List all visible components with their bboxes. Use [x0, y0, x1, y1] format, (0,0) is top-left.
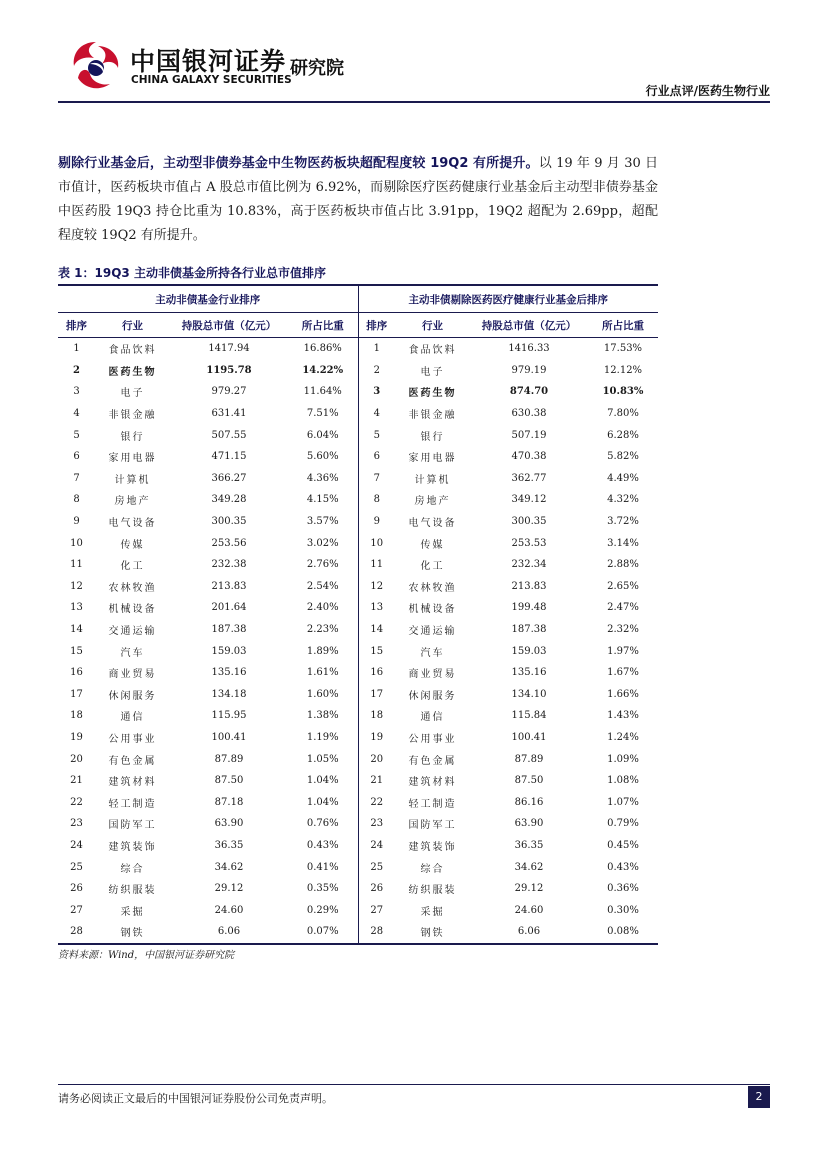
paragraph-text: 以 19 年 9 月 30 日市值计，医药板块市值占 A 股总市值比例为 6.92%，而剔除医疗医药健康行业基金后主动型非债券基金中医药股 19Q3 持仓比重为 10.83%，高于医药板块市值占比 3.91pp，19Q2 超配为 2.69pp，超配程度较 19Q2 有所提升。	[58, 156, 658, 243]
right-share-cell: 1.24%	[607, 731, 639, 743]
left-value-cell: 300.35	[211, 516, 247, 528]
table-row	[58, 381, 658, 403]
left-rank-cell: 9	[73, 516, 80, 528]
left-share-cell: 0.41%	[306, 861, 339, 873]
right-value-cell: 979.19	[511, 364, 547, 376]
left-value-cell: 201.64	[211, 602, 247, 614]
right-value-cell: 232.34	[511, 559, 547, 571]
left-share-cell: 14.22%	[302, 364, 344, 376]
right-value-cell: 300.35	[511, 516, 547, 528]
right-rank-cell: 16	[358, 662, 395, 684]
left-share-cell: 2.76%	[306, 559, 339, 571]
left-share-cell: 1.05%	[306, 753, 339, 765]
left-value-cell: 631.41	[211, 408, 247, 420]
table-row	[58, 597, 658, 619]
left-rank-cell: 15	[70, 645, 83, 657]
left-share-cell: 16.86%	[303, 343, 342, 355]
right-share-cell: 1.08%	[607, 775, 639, 787]
right-share-cell: 1.09%	[607, 753, 639, 765]
left-industry-cell: 采掘	[120, 906, 145, 918]
brand-name-en: CHINA GALAXY SECURITIES	[131, 74, 292, 86]
right-industry-cell: 公用事业	[408, 733, 457, 745]
right-industry-cell: 商业贸易	[408, 669, 457, 681]
left-share-cell: 6.04%	[306, 429, 339, 441]
right-rank-cell: 22	[358, 791, 395, 813]
left-value-cell: 471.15	[211, 451, 247, 463]
right-rank-cell: 24	[358, 835, 395, 857]
column-header-industry: 行业	[395, 313, 470, 338]
left-value-cell: 87.50	[214, 775, 244, 787]
column-header-share: 所占比重	[588, 313, 658, 338]
left-share-cell: 0.76%	[306, 818, 339, 830]
column-header-value: 持股总市值（亿元）	[470, 313, 588, 338]
right-industry-cell: 家用电器	[408, 453, 457, 465]
right-industry-cell: 食品饮料	[408, 345, 457, 357]
right-industry-cell: 非银金融	[408, 410, 457, 422]
right-rank-cell: 23	[358, 813, 395, 835]
right-rank-cell: 4	[358, 403, 395, 425]
right-industry-cell: 轻工制造	[408, 798, 457, 810]
column-header-share: 所占比重	[288, 313, 358, 338]
right-share-cell: 1.43%	[607, 710, 639, 722]
left-rank-cell: 5	[73, 429, 80, 441]
right-value-cell: 213.83	[511, 580, 547, 592]
left-rank-cell: 13	[70, 602, 83, 614]
left-share-cell: 4.15%	[306, 494, 339, 506]
page-header	[58, 30, 770, 102]
footer-divider	[58, 1084, 770, 1085]
right-rank-cell: 7	[358, 468, 395, 490]
left-share-cell: 2.23%	[306, 624, 339, 636]
left-value-cell: 100.41	[211, 731, 247, 743]
left-value-cell: 115.95	[211, 710, 247, 722]
right-industry-cell: 建筑装饰	[408, 841, 457, 853]
left-value-cell: 135.16	[211, 667, 247, 679]
right-rank-cell: 5	[358, 424, 395, 446]
right-share-cell: 6.28%	[607, 429, 639, 441]
left-rank-cell: 19	[70, 731, 83, 743]
right-value-cell: 362.77	[511, 472, 547, 484]
right-share-cell: 12.12%	[603, 364, 643, 376]
right-value-cell: 6.06	[470, 921, 588, 944]
table-row	[58, 684, 658, 706]
left-share-cell: 1.61%	[306, 667, 339, 679]
right-rank-cell: 27	[358, 899, 395, 921]
right-industry-cell: 农林牧渔	[408, 582, 457, 594]
body-paragraph	[58, 152, 658, 248]
right-share-cell: 10.83%	[602, 386, 644, 398]
left-value-cell: 253.56	[211, 537, 247, 549]
left-industry-cell: 传媒	[120, 539, 145, 551]
left-industry-cell: 建筑材料	[108, 777, 157, 789]
source-note: 资料来源：Wind，中国银河证券研究院	[58, 950, 235, 961]
left-industry-cell: 钢铁	[95, 921, 170, 944]
right-industry-cell: 通信	[420, 712, 445, 724]
right-rank-cell: 17	[358, 684, 395, 706]
right-industry-cell: 化工	[420, 561, 445, 573]
left-rank-cell: 25	[70, 861, 83, 873]
right-value-cell: 253.53	[511, 537, 547, 549]
right-share-cell: 4.32%	[607, 494, 639, 506]
left-value-cell: 87.18	[214, 796, 244, 808]
left-rank-cell: 23	[70, 818, 83, 830]
right-value-cell: 159.03	[511, 645, 547, 657]
right-industry-cell: 电气设备	[408, 518, 457, 530]
left-rank-cell: 22	[70, 796, 83, 808]
right-industry-cell: 房地产	[414, 496, 451, 508]
left-industry-cell: 建筑装饰	[108, 841, 157, 853]
right-value-cell: 87.50	[514, 775, 544, 787]
left-rank-cell: 11	[70, 559, 83, 571]
table-row	[58, 576, 658, 598]
left-rank-cell: 21	[70, 775, 83, 787]
left-share-cell: 0.07%	[288, 921, 358, 944]
right-rank-cell: 25	[358, 856, 395, 878]
page-number: 2	[748, 1086, 770, 1108]
left-value-cell: 366.27	[211, 472, 247, 484]
table-row	[58, 835, 658, 857]
left-value-cell: 29.12	[214, 883, 244, 895]
left-share-cell: 1.89%	[306, 645, 339, 657]
left-industry-cell: 银行	[120, 431, 145, 443]
table-row	[58, 532, 658, 554]
group-header-right: 主动非债剔除医药医疗健康行业基金后排序	[358, 285, 658, 313]
table-row	[58, 727, 658, 749]
table-row	[58, 554, 658, 576]
left-industry-cell: 农林牧渔	[108, 582, 157, 594]
right-rank-cell: 12	[358, 576, 395, 598]
right-industry-cell: 国防军工	[408, 820, 457, 832]
left-rank-cell: 27	[70, 904, 83, 916]
right-rank-cell: 10	[358, 532, 395, 554]
table-row	[58, 856, 658, 878]
left-rank-cell: 24	[70, 839, 83, 851]
left-value-cell: 63.90	[214, 818, 244, 830]
left-share-cell: 1.04%	[306, 775, 339, 787]
right-industry-cell: 计算机	[414, 474, 451, 486]
table-row	[58, 489, 658, 511]
right-value-cell: 24.60	[514, 904, 544, 916]
right-rank-cell: 14	[358, 619, 395, 641]
left-value-cell: 159.03	[211, 645, 247, 657]
table-row	[58, 899, 658, 921]
right-industry-cell: 汽车	[420, 647, 445, 659]
right-share-cell: 1.67%	[607, 667, 639, 679]
right-value-cell: 874.70	[509, 386, 549, 398]
right-share-cell: 1.07%	[607, 796, 639, 808]
column-header-industry: 行业	[95, 313, 170, 338]
right-industry-cell: 建筑材料	[408, 777, 457, 789]
left-industry-cell: 家用电器	[108, 453, 157, 465]
right-share-cell: 1.97%	[607, 645, 639, 657]
table-row	[58, 921, 658, 944]
table-row	[58, 813, 658, 835]
left-industry-cell: 化工	[120, 561, 145, 573]
industry-ranking-table	[58, 284, 658, 945]
right-industry-cell: 传媒	[420, 539, 445, 551]
right-rank-cell: 13	[358, 597, 395, 619]
left-share-cell: 2.40%	[306, 602, 339, 614]
right-value-cell: 87.89	[514, 753, 544, 765]
left-share-cell: 0.29%	[306, 904, 339, 916]
left-industry-cell: 综合	[120, 863, 145, 875]
group-header-left: 主动非债基金行业排序	[58, 285, 358, 313]
right-rank-cell: 11	[358, 554, 395, 576]
right-industry-cell: 机械设备	[408, 604, 457, 616]
left-share-cell: 7.51%	[306, 408, 339, 420]
right-value-cell: 86.16	[514, 796, 544, 808]
table-row	[58, 662, 658, 684]
right-share-cell: 0.30%	[607, 904, 639, 916]
footer-disclaimer: 请务必阅读正文最后的中国银河证券股份公司免责声明。	[58, 1092, 333, 1105]
right-rank-cell: 3	[358, 381, 395, 403]
right-rank-cell: 2	[358, 360, 395, 382]
left-share-cell: 0.35%	[306, 883, 339, 895]
left-rank-cell: 7	[73, 472, 80, 484]
table-row	[58, 791, 658, 813]
right-industry-cell: 钢铁	[395, 921, 470, 944]
left-industry-cell: 汽车	[120, 647, 145, 659]
left-value-cell: 187.38	[211, 624, 247, 636]
right-rank-cell: 21	[358, 770, 395, 792]
right-industry-cell: 银行	[420, 431, 445, 443]
left-industry-cell: 有色金属	[108, 755, 157, 767]
left-share-cell: 4.36%	[306, 472, 339, 484]
left-value-cell: 1195.78	[206, 364, 252, 376]
left-industry-cell: 纺织服装	[108, 885, 157, 897]
right-industry-cell: 医药生物	[408, 388, 457, 400]
table-row	[58, 619, 658, 641]
right-share-cell: 0.08%	[588, 921, 658, 944]
table-row	[58, 468, 658, 490]
left-industry-cell: 电气设备	[108, 518, 157, 530]
table-row	[58, 446, 658, 468]
right-share-cell: 2.65%	[607, 580, 639, 592]
left-value-cell: 232.38	[211, 559, 247, 571]
right-industry-cell: 交通运输	[408, 626, 457, 638]
left-industry-cell: 食品饮料	[108, 345, 157, 357]
right-share-cell: 3.72%	[607, 516, 639, 528]
right-rank-cell: 28	[358, 921, 395, 944]
right-rank-cell: 19	[358, 727, 395, 749]
left-rank-cell: 14	[70, 624, 83, 636]
table-row	[58, 424, 658, 446]
right-share-cell: 5.82%	[607, 451, 639, 463]
left-share-cell: 11.64%	[303, 386, 342, 398]
table-body	[58, 338, 658, 944]
institute-label: 研究院	[290, 58, 344, 79]
table-title: 表 1：19Q3 主动非债基金所持各行业总市值排序	[58, 266, 326, 280]
right-value-cell: 135.16	[511, 667, 547, 679]
left-industry-cell: 轻工制造	[108, 798, 157, 810]
right-industry-cell: 有色金属	[408, 755, 457, 767]
left-industry-cell: 计算机	[114, 474, 151, 486]
right-share-cell: 0.45%	[607, 839, 639, 851]
right-value-cell: 199.48	[511, 602, 547, 614]
left-share-cell: 2.54%	[306, 580, 339, 592]
right-value-cell: 187.38	[511, 624, 547, 636]
right-industry-cell: 电子	[420, 366, 445, 378]
left-share-cell: 5.60%	[306, 451, 339, 463]
left-value-cell: 213.83	[211, 580, 247, 592]
right-industry-cell: 纺织服装	[408, 885, 457, 897]
right-rank-cell: 18	[358, 705, 395, 727]
table-row	[58, 511, 658, 533]
left-share-cell: 1.04%	[306, 796, 339, 808]
left-industry-cell: 医药生物	[108, 366, 157, 378]
right-rank-cell: 26	[358, 878, 395, 900]
left-rank-cell: 16	[70, 667, 83, 679]
left-rank-cell: 2	[73, 364, 80, 376]
table-row	[58, 338, 658, 360]
right-value-cell: 470.38	[511, 451, 547, 463]
left-rank-cell: 4	[73, 408, 80, 420]
right-value-cell: 34.62	[514, 861, 544, 873]
left-value-cell: 507.55	[211, 429, 247, 441]
left-industry-cell: 房地产	[114, 496, 151, 508]
left-share-cell: 1.60%	[306, 688, 339, 700]
right-value-cell: 1416.33	[508, 343, 550, 355]
left-industry-cell: 国防军工	[108, 820, 157, 832]
galaxy-logo-icon	[68, 38, 124, 94]
right-rank-cell: 8	[358, 489, 395, 511]
column-header-rank: 排序	[58, 313, 95, 338]
table-row	[58, 748, 658, 770]
left-rank-cell: 28	[58, 921, 95, 944]
left-industry-cell: 通信	[120, 712, 145, 724]
left-share-cell: 1.38%	[306, 710, 339, 722]
left-rank-cell: 6	[73, 451, 80, 463]
table-row	[58, 360, 658, 382]
right-value-cell: 134.10	[511, 688, 547, 700]
right-industry-cell: 休闲服务	[408, 690, 457, 702]
left-value-cell: 349.28	[211, 494, 247, 506]
right-value-cell: 36.35	[514, 839, 544, 851]
right-share-cell: 1.66%	[607, 688, 639, 700]
left-rank-cell: 12	[70, 580, 83, 592]
right-share-cell: 0.43%	[607, 861, 639, 873]
left-share-cell: 3.02%	[306, 537, 339, 549]
left-share-cell: 3.57%	[306, 516, 339, 528]
left-rank-cell: 20	[70, 753, 83, 765]
right-rank-cell: 20	[358, 748, 395, 770]
right-value-cell: 349.12	[511, 494, 547, 506]
column-header-rank: 排序	[358, 313, 395, 338]
left-share-cell: 1.19%	[306, 731, 339, 743]
left-rank-cell: 17	[70, 688, 83, 700]
right-industry-cell: 综合	[420, 863, 445, 875]
right-share-cell: 7.80%	[607, 408, 639, 420]
right-value-cell: 29.12	[514, 883, 544, 895]
brand-name-cn: 中国银河证券	[130, 47, 287, 76]
left-industry-cell: 机械设备	[108, 604, 157, 616]
right-share-cell: 17.53%	[603, 343, 643, 355]
left-rank-cell: 8	[73, 494, 80, 506]
right-share-cell: 0.79%	[607, 818, 639, 830]
table-row	[58, 705, 658, 727]
left-rank-cell: 18	[70, 710, 83, 722]
right-rank-cell: 9	[358, 511, 395, 533]
left-value-cell: 979.27	[211, 386, 247, 398]
left-value-cell: 36.35	[214, 839, 244, 851]
left-industry-cell: 公用事业	[108, 733, 157, 745]
right-value-cell: 115.84	[511, 710, 547, 722]
right-value-cell: 507.19	[511, 429, 547, 441]
left-rank-cell: 10	[70, 537, 83, 549]
table-row	[58, 878, 658, 900]
column-header-value: 持股总市值（亿元）	[170, 313, 288, 338]
right-rank-cell: 1	[358, 338, 395, 360]
left-value-cell: 87.89	[214, 753, 244, 765]
left-rank-cell: 1	[73, 343, 80, 355]
header-divider	[58, 101, 770, 103]
left-value-cell: 134.18	[211, 688, 247, 700]
left-value-cell: 24.60	[214, 904, 244, 916]
left-rank-cell: 26	[70, 883, 83, 895]
left-industry-cell: 休闲服务	[108, 690, 157, 702]
right-share-cell: 2.47%	[607, 602, 639, 614]
left-rank-cell: 3	[73, 386, 80, 398]
table-row	[58, 770, 658, 792]
right-share-cell: 3.14%	[607, 537, 639, 549]
left-value-cell: 6.06	[170, 921, 288, 944]
right-share-cell: 2.32%	[607, 624, 639, 636]
section-label: 行业点评/医药生物行业	[645, 84, 770, 98]
left-industry-cell: 电子	[120, 388, 145, 400]
left-industry-cell: 交通运输	[108, 626, 157, 638]
table-row	[58, 403, 658, 425]
right-value-cell: 63.90	[514, 818, 544, 830]
right-rank-cell: 6	[358, 446, 395, 468]
right-share-cell: 2.88%	[607, 559, 639, 571]
right-value-cell: 100.41	[511, 731, 547, 743]
right-industry-cell: 采掘	[420, 906, 445, 918]
right-value-cell: 630.38	[511, 408, 547, 420]
right-share-cell: 4.49%	[607, 472, 639, 484]
left-industry-cell: 商业贸易	[108, 669, 157, 681]
right-share-cell: 0.36%	[607, 883, 639, 895]
paragraph-lead: 剔除行业基金后，主动型非债券基金中生物医药板块超配程度较 19Q2 有所提升。	[58, 156, 539, 171]
left-value-cell: 1417.94	[208, 343, 250, 355]
right-rank-cell: 15	[358, 640, 395, 662]
left-share-cell: 0.43%	[306, 839, 339, 851]
left-industry-cell: 非银金融	[108, 410, 157, 422]
table-row	[58, 640, 658, 662]
left-value-cell: 34.62	[214, 861, 244, 873]
